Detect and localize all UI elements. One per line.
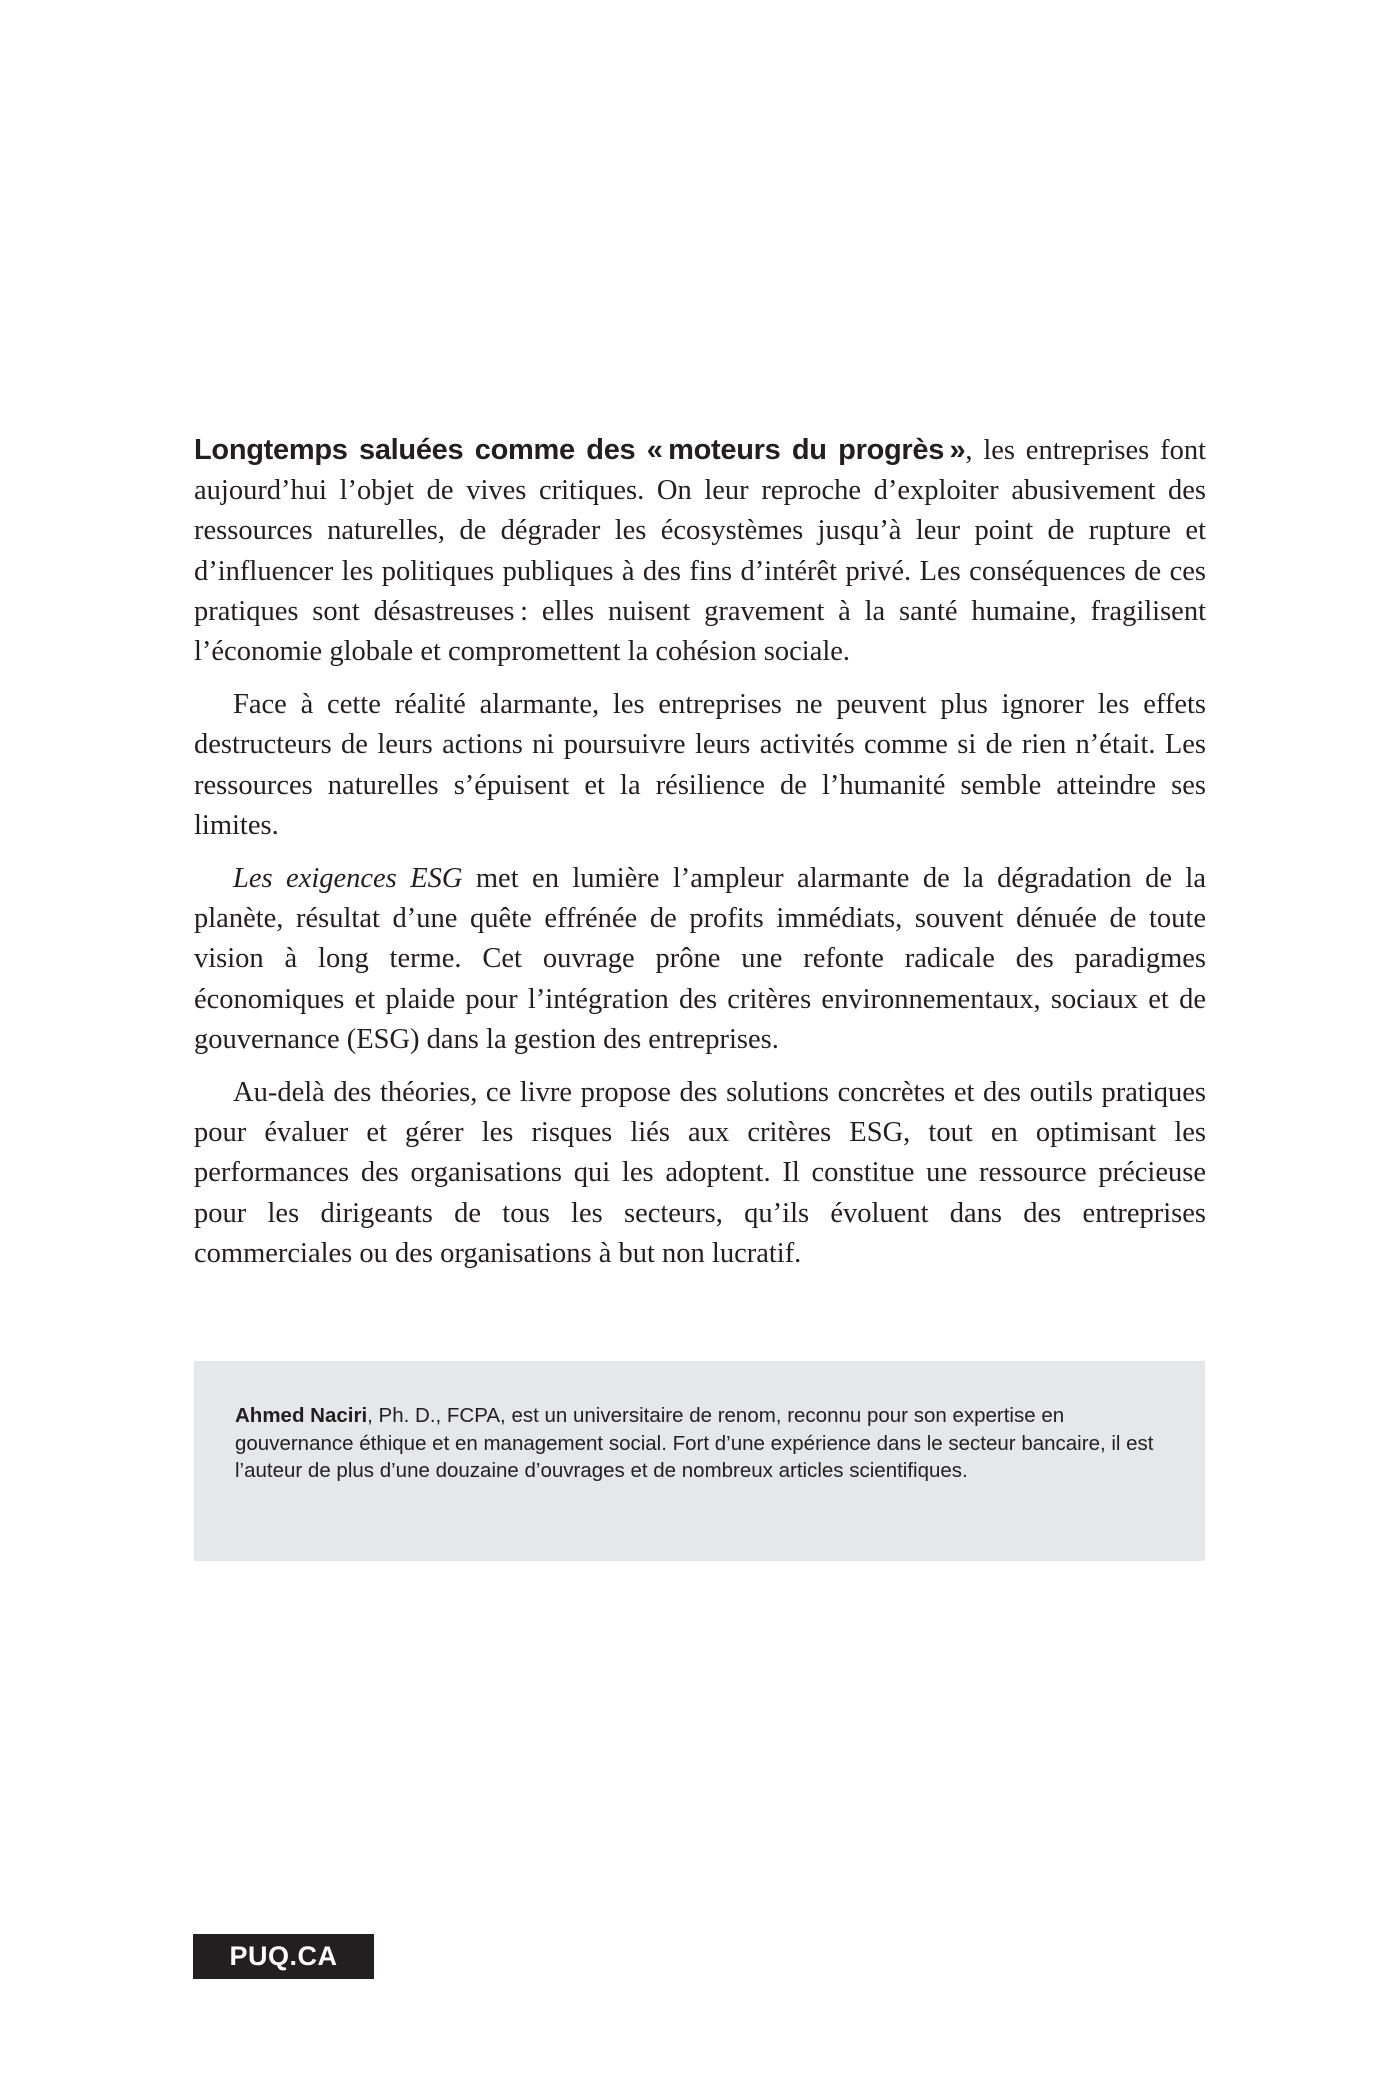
author-bio-body: , Ph. D., FCPA, est un universitaire de renom, reconnu pour son expertise en gouvernance éthique et en management social. Fort d’une expérience dans le secteur bancaire, il est l’auteur de plus d’une douzaine d’ouvrages et de nombreux articles scientifiques. xyxy=(235,1404,1154,1482)
lead-heading: Longtemps saluées comme des « moteurs du progrès » xyxy=(194,434,966,466)
publisher-badge-text: PUQ.CA xyxy=(229,1941,338,1971)
publisher-badge xyxy=(193,1934,374,1979)
book-title-italic: Les exigences ESG xyxy=(233,863,463,895)
blurb-text xyxy=(194,430,1206,1287)
author-name: Ahmed Naciri xyxy=(235,1404,368,1427)
author-bio-box xyxy=(194,1361,1205,1561)
paragraph-text: Face à cette réalité alarmante, les entreprises ne peuvent plus ignorer les effets destructeurs de leurs actions ni poursuivre leurs activités comme si de rien n’était. Les ressources naturelles s’épuisent et la résilience de l’humanité semble atteindre ses limites. xyxy=(194,689,1206,841)
author-bio-text xyxy=(235,1402,1165,1485)
paragraph-text: , les entreprises font aujourd’hui l’objet de vives critiques. On leur reproche d’exploiter abusivement des ressources naturelles, de dégrader les écosystèmes jusqu’à leur point de rupture et d’influencer les politiques publiques à des fins d’intérêt privé. Les conséquences de ces pratiques sont désastreuses : elles nuisent gravement à la santé humaine, fragilisent l’économie globale et compromettent la cohésion sociale. xyxy=(194,435,1206,668)
blurb-paragraph-4 xyxy=(194,1073,1206,1274)
blurb-paragraph-2 xyxy=(194,685,1206,846)
paragraph-text: met en lumière l’ampleur alarmante de la dégradation de la planète, résultat d’une quête effrénée de profits immédiats, souvent dénuée de toute vision à long terme. Cet ouvrage prône une refonte radicale des paradigmes économiques et plaide pour l’intégration des critères environnementaux, sociaux et de gouvernance (ESG) dans la gestion des entreprises. xyxy=(194,863,1206,1055)
blurb-paragraph-1 xyxy=(194,430,1206,672)
blurb-paragraph-3 xyxy=(194,859,1206,1060)
paragraph-text: Au-delà des théories, ce livre propose des solutions concrètes et des outils pratiques pour évaluer et gérer les risques liés aux critères ESG, tout en optimisant les performances des organisations qui les adoptent. Il constitue une ressource précieuse pour les dirigeants de tous les secteurs, qu’ils évoluent dans des entreprises commerciales ou des organisations à but non lucratif. xyxy=(194,1077,1206,1269)
